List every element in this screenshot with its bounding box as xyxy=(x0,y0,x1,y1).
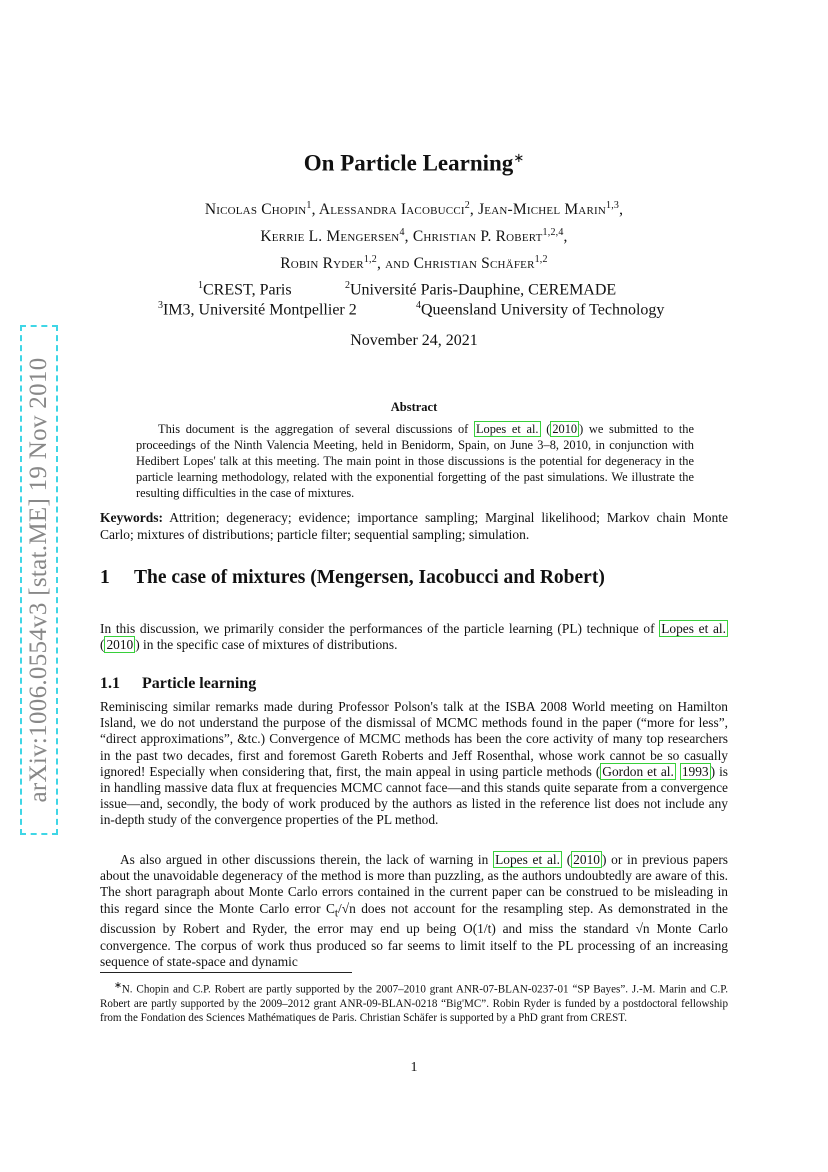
paragraph-text: In this discussion, we primarily consider the performances of the particle learning (PL) technique of xyxy=(100,621,660,636)
abstract-text: ) we submitted to the proceedings of the Ninth Valencia Meeting, held in Benidorm, Spain, on June 3–8, 2010, in conjunction with Hedibert Lopes' talk at this meeting. The main point in those discussions is the potential for degeneracy in the particle learning methodology, related with the exponential forgetting of the past simulations. We illustrate the resulting difficulties in the case of mixtures. xyxy=(136,422,694,500)
author-name: Christian P. Robert xyxy=(412,228,543,246)
citation-year-link[interactable]: 2010 xyxy=(106,637,134,653)
affil-text: Queensland University of Technology xyxy=(421,301,665,319)
subsection-number: 1.1 xyxy=(100,675,120,692)
author-name: Christian Schäfer xyxy=(413,255,535,273)
paragraph-text: As also argued in other discussions therein, the lack of warning in xyxy=(120,852,494,867)
keywords xyxy=(100,509,728,543)
title-footnote-mark[interactable]: ∗ xyxy=(513,150,525,165)
affiliation-4 xyxy=(416,300,664,319)
author-sep: , xyxy=(469,201,479,219)
author-name: Jean-Michel Marin xyxy=(478,201,606,219)
citation-link[interactable]: Gordon et al. xyxy=(602,763,674,779)
paragraph-text: ) is in handling massive data flux at frequencies MCMC cannot face—and this stands quite separate from a convergence issue—and, secondly, the body of work produced by the authors as listed in the reference list does not include any in-depth study of the convergence properties of the PL method. xyxy=(100,763,729,828)
author-sep: , and xyxy=(376,255,414,273)
author-line-3 xyxy=(100,254,728,273)
author-affil-sup: 1,2 xyxy=(534,254,548,265)
math-subscript: t xyxy=(334,907,339,920)
abstract-text: This document is the aggregation of several discussions of xyxy=(158,422,474,436)
section-title: The case of mixtures (Mengersen, Iacobucci and Robert) xyxy=(134,567,605,588)
affil-text: CREST, Paris xyxy=(203,281,292,299)
affil-sup: 4 xyxy=(416,300,421,311)
footnote-mark: ∗ xyxy=(114,981,122,991)
author-sep: , xyxy=(563,228,568,246)
affiliation-3 xyxy=(158,300,357,319)
abstract-heading: Abstract xyxy=(390,400,438,414)
body-paragraph-1 xyxy=(100,699,728,829)
subsection-title: Particle learning xyxy=(142,675,257,692)
section-heading xyxy=(100,567,605,589)
arxiv-stamp[interactable] xyxy=(20,325,58,835)
keywords-label: Keywords: xyxy=(100,510,163,525)
author-affil-sup: 2 xyxy=(464,200,470,211)
author-sep: , xyxy=(404,228,413,246)
author-line-1 xyxy=(100,200,728,219)
citation-year-link[interactable]: 1993 xyxy=(681,763,709,779)
paragraph-text: Reminiscing similar remarks made during Professor Polson's talk at the ISBA 2008 World meeting on Hamilton Island, we do not understand the purpose of the dismissal of MCMC methods found in the paper (“more for less”, “direct approximations”, &tc.) Convergence of MCMC methods has been the core activity of many top researchers in the past two decades, first and foremost Gareth Roberts and Jeff Rosenthal, whose work cannot be so casually ignored! Especially when considering that, first, the main appeal in using particle methods ( xyxy=(100,699,728,779)
author-affil-sup: 1,2,4 xyxy=(542,227,564,238)
body-paragraph-2: As also argued in other discussions therein, the lack of warning in Lopes et al. ( 2010 ) or in previous papers about the unavoidable degeneracy of the method is more than puzzling, as the authors undoubtedly are aware of this. The short paragraph about Monte Carlo errors contained in the current paper can be construed to be misleading in this regard since the Monte Carlo error $C_t/√n$ does not account for the resampling step. As demonstrated in the discussion by Robert and Ryder, the error may end up being O(1/t) and miss the standard √n Monte Carlo convergence. The corpus of work thus produced so far seems to limit itself to the PL processing of an increasing sequence of state-space and dynamic xyxy=(100,852,728,969)
footnote xyxy=(100,979,728,1025)
author-sep: , xyxy=(619,201,624,219)
author-name: Kerrie L. Mengersen xyxy=(260,228,400,246)
author-name: Nicolas Chopin xyxy=(204,201,307,219)
affiliation-2 xyxy=(345,280,616,299)
paragraph-text: ) or in previous papers about the unavoidable degeneracy of the method is more than puzzling, as the authors undoubtedly are aware of this. The short paragraph about Monte Carlo errors contained in the current paper can be construed to be misleading in this regard since the Monte Carlo error C xyxy=(100,852,728,916)
affil-sup: 3 xyxy=(158,300,163,311)
keywords-text: Attrition; degeneracy; evidence; importance sampling; Marginal likelihood; Markov chain Monte Carlo; mixtures of distributions; particle filter; sequential sampling; simulation. xyxy=(100,510,728,542)
affil-text: Université Paris-Dauphine, CEREMADE xyxy=(350,281,617,299)
paper-title-text: On Particle Learning xyxy=(303,150,514,176)
paragraph-text: ) in the specific case of mixtures of distributions. xyxy=(135,637,398,653)
citation-year-link[interactable]: 2010 xyxy=(573,852,600,867)
citation-link[interactable]: Lopes et al. xyxy=(475,422,539,436)
paper-date: November 24, 2021 xyxy=(350,332,478,349)
author-name: Robin Ryder xyxy=(280,255,364,273)
affil-sup: 1 xyxy=(198,280,203,291)
page-number: 1 xyxy=(410,1060,418,1075)
footnote-rule xyxy=(100,972,352,973)
subsection-heading xyxy=(100,675,256,693)
author-name: Alessandra Iacobucci xyxy=(318,201,465,219)
author-affil-sup: 1 xyxy=(306,200,312,211)
paragraph-text: /√n does not account for the resampling step. As demonstrated in the discussion by Robert and Ryder, the error may end up being O(1/t) and miss the standard √n Monte Carlo convergence. The corpus of work thus produced so far seems to limit itself to the PL processing of an increasing sequence of state-space and dynamic xyxy=(100,900,728,969)
section-intro-paragraph: In this discussion, we primarily consider the performances of the particle learning (PL) technique of Lopes et al. ( 2010 ) in the specific case of mixtures of distributions. xyxy=(100,621,726,653)
citation-link[interactable]: Lopes et al. xyxy=(495,852,560,867)
section-number: 1 xyxy=(100,567,110,588)
citation-link[interactable]: Lopes et al. xyxy=(661,621,726,636)
citation-year-link[interactable]: 2010 xyxy=(552,422,578,436)
arxiv-id: arXiv:1006.0554v3 [stat.ME] 19 Nov 2010 xyxy=(25,357,52,803)
author-affil-sup: 1,2 xyxy=(363,254,377,265)
author-line-2 xyxy=(100,227,728,246)
footnote-text: N. Chopin and C.P. Robert are partly supported by the 2007–2010 grant ANR-07-BLAN-0237-01 “SP Bayes”. J.-M. Marin and C.P. Robert are partly supported by the 2009–2012 grant ANR-09-BLAN-0218 “Big'MC”. Robin Ryder is funded by a postdoctoral fellowship from the Fondation des Sciences Mathématiques de Paris. Christian Schäfer is supported by a PhD grant from CREST. xyxy=(100,983,728,1024)
abstract-body: This document is the aggregation of several discussions of Lopes et al. ( 2010 ) we submitted to the proceedings of the Ninth Valencia Meeting, held in Benidorm, Spain, on June 3–8, 2010, in conjunction with Hedibert Lopes' talk at this meeting. The main point in those discussions is the potential for degeneracy in the particle learning methodology, related with the exponential forgetting of the past simulations. We illustrate the resulting difficulties in the case of mixtures. xyxy=(136,422,694,500)
paper-title xyxy=(100,150,728,177)
affiliation-1 xyxy=(198,280,292,299)
author-affil-sup: 4 xyxy=(399,227,405,238)
affil-sup: 2 xyxy=(345,280,350,291)
affil-text: IM3, Université Montpellier 2 xyxy=(163,301,357,319)
author-sep: , xyxy=(311,201,319,219)
author-affil-sup: 1,3 xyxy=(606,200,620,211)
